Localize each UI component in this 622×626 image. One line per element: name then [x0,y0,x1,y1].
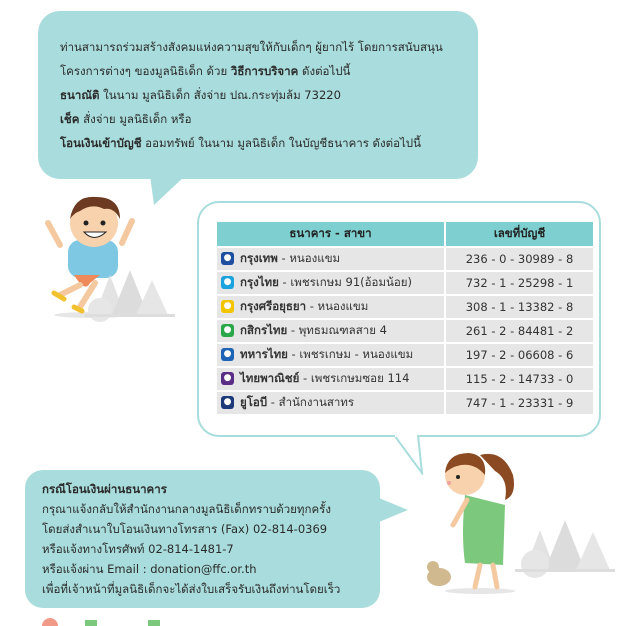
table-row [217,248,593,270]
account-number-header: เลขที่บัญชี [446,222,593,246]
bank-name: ยูโอบี [240,395,268,409]
bank-branch-cell [217,296,444,318]
krungthai-bank-icon: ● [221,276,234,289]
bubble-tail [374,496,408,524]
bank-accounts-bubble [197,201,601,437]
table-row [217,344,593,366]
account-number-cell: 747 - 1 - 23331 - 9 [446,392,593,414]
bank-branch-cell [217,344,444,366]
cheque-label: เช็ค [60,112,80,126]
account-number-cell: 261 - 2 - 84481 - 2 [446,320,593,342]
bank-name: กรุงไทย [240,275,279,289]
donation-methods-label: วิธีการบริจาค [230,64,299,78]
branch-name: - เพชรเกษมซอย 114 [299,371,410,385]
bottom-decoration [30,612,180,626]
bank-branch-cell [217,320,444,342]
tmb-bank-icon: ● [221,348,234,361]
uob-bank-icon: ● [221,396,234,409]
transfer-notice-text [42,479,340,599]
bangkok-bank-icon: ● [221,252,234,265]
branch-name: - หนองแขม [306,299,369,313]
intro-line-3 [60,83,443,107]
scb-bank-icon: ● [221,372,234,385]
bank-name: กรุงเทพ [240,251,278,265]
table-row [217,296,593,318]
bank-accounts-table [215,220,595,416]
bubble-tail [394,435,424,475]
transfer-phone-line: หรือแจ้งทางโทรศัพท์ 02-814-1481-7 [42,542,234,556]
cheque-text: สั่งจ่าย มูลนิธิเด็ก หรือ [79,112,192,126]
account-number-cell: 732 - 1 - 25298 - 1 [446,272,593,294]
table-row [217,272,593,294]
table-row [217,392,593,414]
branch-name: - หนองแขม [277,251,341,265]
bank-branch-cell [217,368,444,390]
account-number-cell: 236 - 0 - 30989 - 8 [446,248,593,270]
transfer-line-1: กรุณาแจ้งกลับให้สำนักงานกลางมูลนิธิเด็กทราบด้วยทุกครั้ง [42,502,331,516]
money-order-label: ธนาณัติ [60,88,100,102]
branch-name: - เพชรเกษม 91(อ้อมน้อย) [278,275,413,289]
intro-line-2-end: ดังต่อไปนี้ [298,64,351,78]
table-row [217,368,593,390]
bank-branch-header: ธนาคาร - สาขา [217,222,444,246]
intro-line-4 [60,107,443,131]
kasikorn-bank-icon: ● [221,324,234,337]
bank-branch-cell [217,392,444,414]
money-order-text: ในนาม มูลนิธิเด็ก สั่งจ่าย ปณ.กระทุ่มล้ม 73220 [99,88,341,102]
bank-branch-cell [217,272,444,294]
bank-name: ทหารไทย [240,347,288,361]
account-number-cell: 115 - 2 - 14733 - 0 [446,368,593,390]
intro-text [60,35,443,155]
table-header-row [217,222,593,246]
bank-transfer-label: โอนเงินเข้าบัญชี [60,136,142,150]
transfer-line-5: เพื่อที่เจ้าหน้าที่มูลนิธิเด็กจะได้ส่งใบเสร็จรับเงินถึงท่านโดยเร็ว [42,582,341,596]
branch-name: - สำนักงานสาทร [267,395,355,409]
intro-line-2-text: โครงการต่างๆ ของมูลนิธิเด็ก ด้วย [60,64,231,78]
branch-name: - พุทธมณฑลสาย 4 [287,323,387,337]
trees-decoration [80,270,180,330]
trees-decoration [515,520,615,585]
transfer-title: กรณีโอนเงินผ่านธนาคาร [42,482,167,496]
krungsri-bank-icon: ● [221,300,234,313]
intro-line-1: ท่านสามารถร่วมสร้างสังคมแห่งความสุขให้กับเด็กๆ ผู้ยากไร้ โดยการสนับสนุน [60,40,443,54]
account-number-cell: 197 - 2 - 06608 - 6 [446,344,593,366]
account-number-cell: 308 - 1 - 13382 - 8 [446,296,593,318]
transfer-email-line: หรือแจ้งผ่าน Email : donation@ffc.or.th [42,562,257,576]
bank-name: ไทยพาณิชย์ [240,371,300,385]
table-row [217,320,593,342]
intro-line-5 [60,131,443,155]
bank-name: กสิกรไทย [240,323,288,337]
transfer-fax-line: โดยส่งสำเนาใบโอนเงินทางโทรสาร (Fax) 02-814-0369 [42,522,328,536]
intro-speech-bubble [38,11,478,179]
bank-transfer-text: ออมทรัพย์ ในนาม มูลนิธิเด็ก ในบัญชีธนาคาร ดังต่อไปนี้ [141,136,421,150]
bank-name: กรุงศรีอยุธยา [240,299,307,313]
bank-branch-cell [217,248,444,270]
branch-name: - เพชรเกษม - หนองแขม [287,347,414,361]
transfer-notice-bubble [25,470,380,608]
intro-line-2 [60,59,443,83]
